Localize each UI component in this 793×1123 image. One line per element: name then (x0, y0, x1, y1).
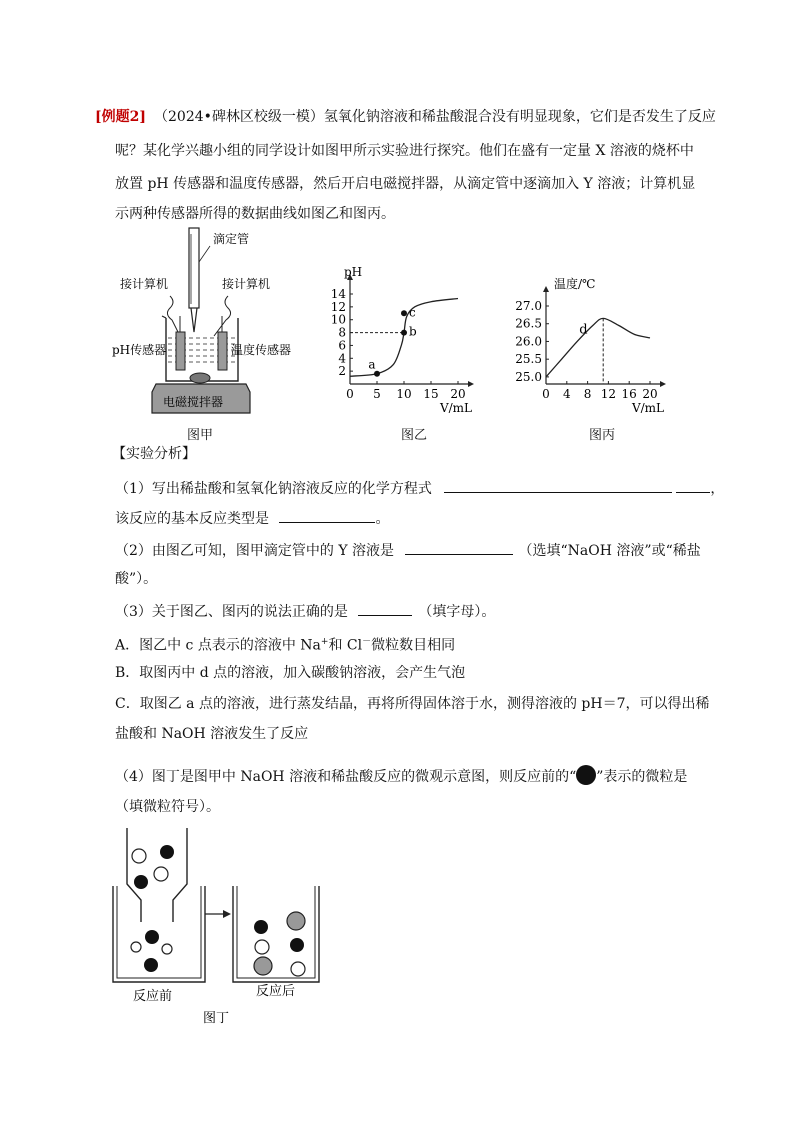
analysis-heading: 【实验分析】 (112, 446, 196, 462)
option-a: A．图乙中 c 点表示的溶液中 Na+和 Cl－微粒数目相同 (115, 637, 456, 654)
point-label-b: b (409, 324, 417, 339)
particle-white (131, 942, 141, 952)
question-text-1: （2024•碑林区校级一模）氢氧化钠溶液和稀盐酸混合没有明显现象，它们是否发生了反应 (154, 109, 716, 125)
option-a-text-2: 和 Cl (328, 637, 363, 654)
figure-bing-caption: 图丙 (588, 428, 615, 443)
data-curve (350, 299, 458, 377)
label-before: 反应前 (133, 989, 173, 1004)
q3-hint: （填字母）。 (418, 604, 496, 620)
y-tick-label: 6 (338, 338, 346, 353)
x-axis-label: V/mL (439, 401, 472, 415)
q2-text: （2）由图乙可知，图甲滴定管中的 Y 溶液是 (115, 543, 395, 559)
figure-jia-caption: 图甲 (186, 428, 213, 443)
arrow-head-icon (223, 910, 231, 918)
point-label-c: c (409, 305, 416, 320)
x-axis-arrow-icon (660, 381, 666, 387)
figure-yi-ph-chart (320, 262, 495, 422)
q3-answer-blank[interactable] (358, 601, 412, 616)
y-axis-arrow-icon (543, 286, 549, 292)
x-axis-arrow-icon (468, 381, 474, 387)
particle-black (134, 875, 148, 889)
y-tick-label: 10 (330, 312, 346, 327)
q1-text: （1）写出稀盐酸和氢氧化钠溶液反应的化学方程式 (115, 481, 432, 497)
question-line-2: 呢？某化学兴趣小组的同学设计如图甲所示实验进行探究。他们在盛有一定量 X 溶液的烧杯中 (115, 143, 694, 159)
figure-ding-caption: 图丁 (203, 1011, 230, 1026)
x-tick-label: 12 (600, 387, 617, 401)
particle-white (291, 962, 305, 976)
buret (189, 228, 199, 308)
option-c-line-2: 盐酸和 NaOH 溶液发生了反应 (115, 726, 309, 742)
figure-bing-temp-chart (500, 272, 690, 422)
figure-ding-particles (105, 826, 335, 1036)
q3-line (115, 601, 495, 622)
x-tick-label: 0 (542, 387, 550, 401)
y-tick-label: 25.0 (515, 369, 542, 384)
beaker-before (113, 886, 205, 982)
q1-line: （1）写出稀盐酸和氢氧化钠溶液反应的化学方程式 ， (115, 478, 724, 499)
y-tick-label: 8 (338, 325, 346, 340)
q4-line (115, 765, 687, 787)
stir-bar (190, 373, 210, 383)
point-label-a: a (368, 357, 376, 372)
y-tick-label: 25.5 (515, 352, 542, 367)
x-tick-label: 20 (450, 387, 466, 401)
particle-black (145, 930, 159, 944)
x-axis-label: V/mL (631, 401, 664, 415)
y-tick-label: 27.0 (515, 299, 542, 313)
particle-black (254, 920, 268, 934)
ph-sensor-probe (176, 332, 185, 370)
computer-label-right: 接计算机 (222, 277, 271, 291)
q2-cont-line: 酸”）。 (115, 571, 158, 587)
option-c-line-1: C．取图乙 a 点的溶液，进行蒸发结晶，再将所得固体溶于水，测得溶液的 pH＝7，可以得出稀 (115, 696, 710, 712)
option-a-text-3: 微粒数目相同 (371, 637, 456, 654)
q1-equation-blank[interactable] (444, 478, 672, 493)
particle-black (144, 958, 158, 972)
temp-sensor-probe (218, 332, 227, 370)
beaker-after (233, 886, 319, 982)
x-tick-label: 5 (373, 387, 381, 401)
x-tick-label: 16 (621, 387, 637, 401)
data-point-b (401, 330, 407, 336)
q1-reaction-type-blank[interactable] (279, 508, 375, 523)
buret-label: 滴定管 (213, 232, 250, 246)
question-line-3: 放置 pH 传感器和温度传感器，然后开启电磁搅拌器，从滴定管中逐滴加入 Y 溶液；计算机显 (115, 176, 696, 192)
x-tick-label: 8 (583, 387, 592, 401)
q3-text: （3）关于图乙、图丙的说法正确的是 (115, 604, 348, 620)
data-point-c (401, 310, 407, 316)
particle-white (162, 944, 172, 954)
y-tick-label: 26.5 (515, 316, 542, 331)
stirrer-label: 电磁搅拌器 (163, 395, 224, 409)
buret-tip (191, 308, 197, 332)
computer-label-left: 接计算机 (120, 277, 169, 291)
particle-white (255, 940, 269, 954)
black-particle-icon (576, 765, 596, 785)
y-tick-label: 14 (330, 287, 346, 301)
y-tick-label: 2 (338, 364, 346, 379)
data-curve (546, 318, 650, 377)
ph-sensor-label: pH传感器 (112, 343, 167, 357)
y-tick-label: 4 (338, 351, 346, 366)
q2-answer-blank[interactable] (405, 540, 513, 555)
x-tick-label: 10 (396, 387, 412, 401)
q1b-text: 该反应的基本反应类型是 (115, 511, 269, 527)
q4-text: （4）图丁是图甲中 NaOH 溶液和稀盐酸反应的微观示意图，则反应前的“ (115, 769, 577, 785)
y-tick-label: 26.0 (515, 334, 542, 349)
q1b-period: 。 (375, 511, 390, 527)
y-axis-label: 温度/℃ (554, 277, 596, 291)
particle-gray (254, 957, 272, 975)
q1-condition-blank[interactable] (676, 478, 710, 493)
label-after: 反应后 (256, 984, 296, 999)
particle-black (160, 845, 174, 859)
temp-sensor-label: 温度传感器 (231, 343, 292, 357)
particle-black (290, 938, 304, 952)
question-line-4: 示两种传感器所得的数据曲线如图乙和图丙。 (115, 206, 395, 222)
figure-jia-apparatus (110, 226, 320, 421)
question-tag: [例题2] (95, 109, 146, 125)
y-tick-label: 12 (330, 299, 346, 314)
question-line-1 (95, 107, 716, 127)
q4-text-2: ”表示的微粒是 (596, 769, 688, 785)
option-b: B．取图丙中 d 点的溶液，加入碳酸钠溶液，会产生气泡 (115, 665, 466, 681)
particle-gray (287, 912, 305, 930)
option-a-text-1: A．图乙中 c 点表示的溶液中 Na (115, 637, 321, 654)
figure-yi-caption: 图乙 (400, 428, 427, 443)
x-tick-label: 4 (562, 387, 571, 401)
y-axis-label: pH (344, 265, 363, 279)
q4-cont-line: （填微粒符号）。 (115, 799, 220, 815)
particle-white (154, 867, 168, 881)
particle-white (132, 849, 146, 863)
x-tick-label: 15 (423, 387, 439, 401)
point-label-d: d (579, 322, 588, 338)
q1b-line (115, 508, 389, 529)
q2-line (115, 540, 701, 561)
cable-left (167, 296, 180, 336)
x-tick-label: 20 (642, 387, 658, 401)
x-tick-label: 0 (346, 387, 354, 401)
q2-hint: （选填“NaOH 溶液”或“稀盐 (518, 543, 701, 559)
